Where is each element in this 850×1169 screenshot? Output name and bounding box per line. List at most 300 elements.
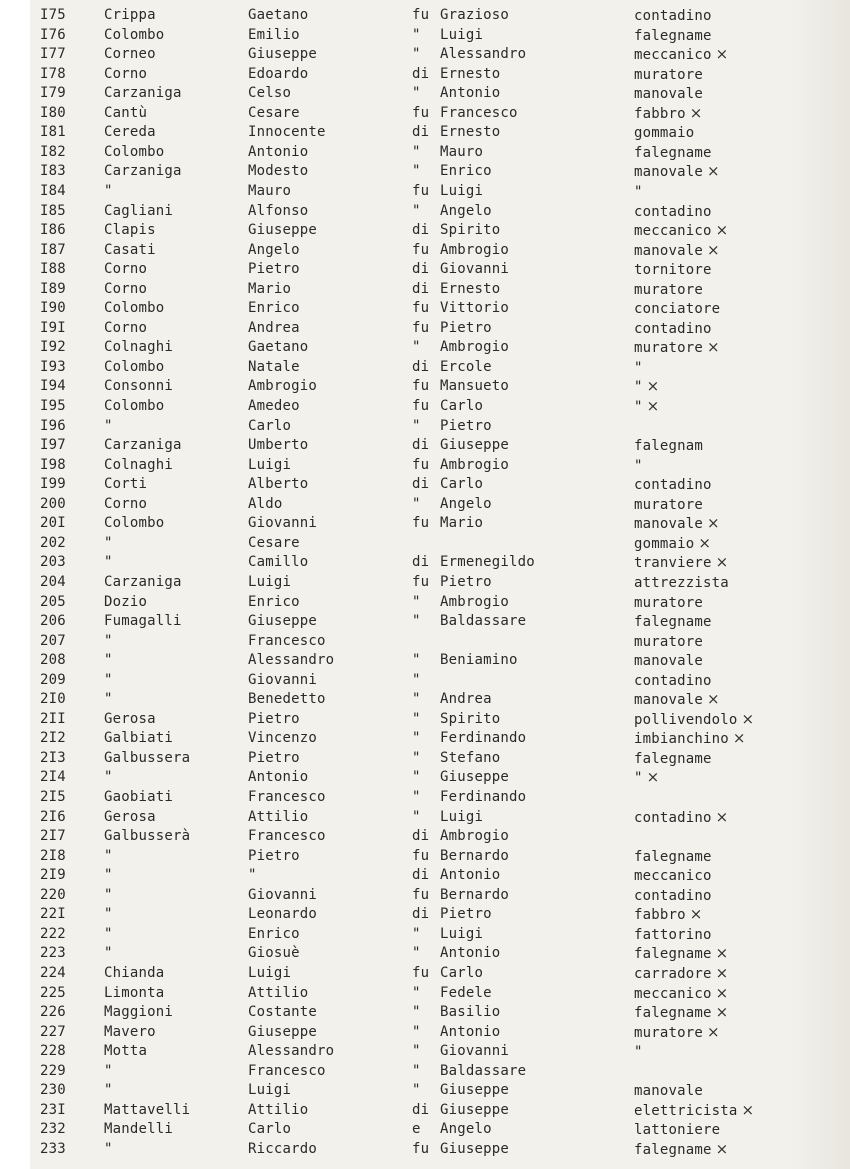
register-row bbox=[0, 1023, 850, 1042]
surname: Corno bbox=[104, 495, 148, 512]
occupation bbox=[634, 1062, 784, 1082]
register-row bbox=[0, 143, 850, 162]
relation: di bbox=[412, 1101, 430, 1118]
row-number: 2I3 bbox=[40, 749, 66, 766]
row-number: 204 bbox=[40, 573, 66, 590]
given-name: Giuseppe bbox=[248, 222, 318, 239]
father-name: Ferdinando bbox=[440, 730, 527, 747]
relation: di bbox=[412, 261, 430, 278]
row-number: 225 bbox=[40, 984, 66, 1001]
register-row bbox=[0, 925, 850, 944]
occupation: falegname × bbox=[634, 944, 729, 963]
check-mark: × bbox=[646, 768, 660, 787]
father-name: Andrea bbox=[440, 691, 492, 708]
surname: Colnaghi bbox=[104, 456, 174, 473]
relation: fu bbox=[412, 573, 430, 590]
given-name: Francesco bbox=[248, 789, 326, 805]
occupation: muratore bbox=[634, 281, 704, 298]
father-name: Pietro bbox=[440, 906, 492, 923]
father-name: Pietro bbox=[440, 573, 492, 590]
given-name: Gaetano bbox=[248, 7, 309, 23]
relation: di bbox=[412, 554, 430, 571]
check-mark: × bbox=[715, 553, 729, 572]
surname: Cereda bbox=[104, 124, 156, 141]
row-number: 203 bbox=[40, 554, 66, 571]
occupation: falegname bbox=[634, 144, 712, 161]
register-row bbox=[0, 1120, 850, 1139]
father-name: Antonio bbox=[440, 85, 501, 102]
register-row bbox=[0, 1062, 850, 1081]
given-name: Giosuè bbox=[248, 945, 300, 962]
father-name: Alessandro bbox=[440, 46, 527, 63]
relation: di bbox=[412, 437, 430, 454]
row-number: I86 bbox=[40, 222, 66, 239]
row-number: 2I9 bbox=[40, 867, 66, 884]
surname: " bbox=[104, 632, 113, 649]
relation: di bbox=[412, 867, 430, 884]
relation: fu bbox=[412, 182, 430, 199]
father-name: Mansueto bbox=[440, 378, 510, 395]
father-name: Ercole bbox=[440, 358, 492, 375]
occupation: " bbox=[634, 359, 643, 376]
occupation: " bbox=[634, 183, 643, 200]
relation: fu bbox=[412, 1140, 430, 1157]
register-row bbox=[0, 495, 850, 514]
row-number: I80 bbox=[40, 104, 66, 121]
register-row bbox=[0, 1081, 850, 1100]
register-row bbox=[0, 768, 850, 787]
register-row bbox=[0, 45, 850, 64]
father-name: Angelo bbox=[440, 1121, 492, 1138]
surname: Carzaniga bbox=[104, 85, 182, 102]
given-name: Carlo bbox=[248, 1121, 292, 1138]
row-number: 232 bbox=[40, 1121, 66, 1138]
register-row bbox=[0, 729, 850, 748]
given-name: Pietro bbox=[248, 847, 300, 864]
surname: Colombo bbox=[104, 515, 165, 532]
row-number: 222 bbox=[40, 925, 66, 942]
given-name: Camillo bbox=[248, 554, 309, 571]
row-number: I9I bbox=[40, 319, 66, 336]
row-number: 228 bbox=[40, 1043, 66, 1060]
relation: " bbox=[412, 652, 421, 669]
occupation: falegname bbox=[634, 27, 712, 44]
relation: " bbox=[412, 495, 421, 512]
row-number: 208 bbox=[40, 652, 66, 669]
row-number: I88 bbox=[40, 261, 66, 278]
relation: di bbox=[412, 65, 430, 82]
occupation bbox=[634, 827, 784, 847]
given-name: Benedetto bbox=[248, 691, 326, 708]
row-number: I99 bbox=[40, 476, 66, 493]
surname: " bbox=[104, 691, 113, 708]
register-row bbox=[0, 1101, 850, 1120]
given-name: Carlo bbox=[248, 417, 292, 434]
given-name: Cesare bbox=[248, 104, 300, 121]
given-name: Natale bbox=[248, 358, 300, 375]
surname: " bbox=[104, 554, 113, 571]
father-name: Angelo bbox=[440, 202, 492, 219]
surname: " bbox=[104, 769, 113, 786]
father-name: Stefano bbox=[440, 749, 501, 766]
father-name: Francesco bbox=[440, 104, 518, 121]
given-name: Giovanni bbox=[248, 515, 318, 532]
register-row bbox=[0, 123, 850, 142]
register-row bbox=[0, 241, 850, 260]
given-name: Celso bbox=[248, 85, 292, 102]
register-row bbox=[0, 593, 850, 612]
surname: " bbox=[104, 1082, 113, 1099]
check-mark: × bbox=[646, 397, 660, 415]
father-name: Mario bbox=[440, 515, 484, 532]
relation: " bbox=[412, 339, 421, 356]
relation: fu bbox=[412, 847, 430, 864]
occupation: fabbro × bbox=[634, 103, 703, 122]
given-name: Alessandro bbox=[248, 1043, 335, 1060]
relation: fu bbox=[412, 398, 430, 414]
occupation: attrezzista bbox=[634, 574, 729, 591]
register-row bbox=[0, 65, 850, 84]
check-mark: × bbox=[698, 533, 712, 552]
register-row bbox=[0, 162, 850, 181]
occupation: falegname bbox=[634, 750, 712, 767]
occupation: lattoniere bbox=[634, 1122, 721, 1139]
father-name: Spirito bbox=[440, 222, 501, 239]
father-name: Giuseppe bbox=[440, 1082, 510, 1099]
register-row bbox=[0, 221, 850, 240]
row-number: I76 bbox=[40, 26, 66, 43]
given-name: Luigi bbox=[248, 964, 292, 981]
father-name: Spirito bbox=[440, 710, 501, 727]
register-row bbox=[0, 299, 850, 318]
check-mark: × bbox=[646, 377, 660, 396]
register-row bbox=[0, 788, 850, 807]
register-row bbox=[0, 84, 850, 103]
surname: Fumagalli bbox=[104, 613, 182, 630]
father-name: Luigi bbox=[440, 26, 484, 43]
row-number: I79 bbox=[40, 85, 66, 102]
father-name: Angelo bbox=[440, 495, 492, 512]
relation: " bbox=[412, 749, 421, 766]
father-name: Enrico bbox=[440, 163, 492, 180]
relation: fu bbox=[412, 319, 430, 336]
occupation: contadino bbox=[634, 477, 712, 494]
occupation: fabbro × bbox=[634, 905, 703, 924]
row-number: 2I7 bbox=[40, 828, 66, 845]
occupation: muratore bbox=[634, 496, 704, 513]
relation: " bbox=[412, 1043, 421, 1060]
occupation: manovale × bbox=[634, 514, 720, 533]
row-number: 220 bbox=[40, 886, 66, 903]
father-name: Ambrogio bbox=[440, 456, 510, 473]
register-row bbox=[0, 280, 850, 299]
check-mark: × bbox=[689, 905, 703, 924]
given-name: Amedeo bbox=[248, 398, 300, 414]
relation: " bbox=[412, 613, 421, 630]
given-name: Luigi bbox=[248, 1082, 292, 1099]
occupation: contadino bbox=[634, 203, 712, 220]
occupation: meccanico × bbox=[634, 221, 729, 240]
occupation: " × bbox=[634, 377, 660, 396]
father-name: Luigi bbox=[440, 925, 484, 942]
father-name: Pietro bbox=[440, 417, 492, 434]
occupation bbox=[634, 417, 784, 437]
father-name: Grazioso bbox=[440, 7, 510, 23]
surname: Colnaghi bbox=[104, 339, 174, 356]
occupation: muratore bbox=[634, 594, 704, 611]
surname: " bbox=[104, 1062, 113, 1079]
row-number: 209 bbox=[40, 671, 66, 688]
row-number: I98 bbox=[40, 456, 66, 473]
register-row bbox=[0, 6, 850, 25]
relation: " bbox=[412, 1082, 421, 1099]
given-name: Giovanni bbox=[248, 671, 318, 688]
surname: " bbox=[104, 1140, 113, 1157]
check-mark: × bbox=[707, 1022, 720, 1041]
occupation: conciatore bbox=[634, 301, 721, 318]
given-name: Pietro bbox=[248, 749, 300, 766]
occupation: elettricista × bbox=[634, 1100, 755, 1119]
occupation: manovale bbox=[634, 653, 704, 670]
row-number: 224 bbox=[40, 964, 66, 981]
row-number: 227 bbox=[40, 1023, 66, 1040]
row-number: 2I0 bbox=[40, 691, 66, 708]
row-number: 233 bbox=[40, 1140, 66, 1157]
relation: " bbox=[412, 1023, 421, 1040]
given-name: Vincenzo bbox=[248, 730, 318, 747]
surname: " bbox=[104, 906, 113, 923]
relation: " bbox=[412, 163, 421, 180]
relation: fu bbox=[412, 456, 430, 473]
occupation: meccanico × bbox=[634, 983, 729, 1002]
given-name: Francesco bbox=[248, 828, 326, 845]
check-mark: × bbox=[715, 221, 729, 240]
surname: Clapis bbox=[104, 222, 156, 239]
register-row bbox=[0, 847, 850, 866]
given-name: Costante bbox=[248, 1004, 318, 1021]
surname: Corno bbox=[104, 261, 148, 278]
relation: " bbox=[412, 808, 421, 825]
row-number: 2I4 bbox=[40, 769, 66, 786]
row-number: I87 bbox=[40, 241, 66, 258]
occupation: " × bbox=[634, 397, 660, 415]
given-name: Innocente bbox=[248, 124, 326, 141]
check-mark: × bbox=[707, 690, 720, 709]
occupation: contadino bbox=[634, 887, 712, 904]
relation: " bbox=[412, 671, 421, 688]
row-number: I82 bbox=[40, 143, 66, 160]
row-number: 229 bbox=[40, 1062, 66, 1079]
relation: " bbox=[412, 26, 421, 43]
register-row bbox=[0, 749, 850, 768]
occupation: tranviere × bbox=[634, 553, 729, 572]
register-row bbox=[0, 377, 850, 396]
relation: e bbox=[412, 1121, 421, 1138]
relation: " bbox=[412, 945, 421, 962]
occupation: manovale × bbox=[634, 240, 720, 259]
given-name: Attilio bbox=[248, 808, 309, 825]
occupation: manovale bbox=[634, 1083, 704, 1100]
given-name: Francesco bbox=[248, 632, 326, 649]
relation: " bbox=[412, 1004, 421, 1021]
row-number: I95 bbox=[40, 398, 66, 414]
given-name: Antonio bbox=[248, 769, 309, 786]
given-name: Alfonso bbox=[248, 202, 309, 219]
row-number: I97 bbox=[40, 437, 66, 454]
occupation: manovale × bbox=[634, 162, 720, 181]
row-number: I83 bbox=[40, 163, 66, 180]
register-row bbox=[0, 26, 850, 45]
row-number: 230 bbox=[40, 1082, 66, 1099]
father-name: Fedele bbox=[440, 984, 492, 1001]
relation: " bbox=[412, 202, 421, 219]
row-number: I93 bbox=[40, 358, 66, 375]
check-mark: × bbox=[741, 1100, 755, 1119]
surname: " bbox=[104, 867, 113, 884]
relation: di bbox=[412, 124, 430, 141]
occupation: falegname bbox=[634, 848, 712, 865]
check-mark: × bbox=[741, 709, 755, 728]
occupation: contadino bbox=[634, 672, 712, 689]
occupation: contadino × bbox=[634, 807, 729, 826]
surname: Mavero bbox=[104, 1023, 156, 1040]
register-row bbox=[0, 612, 850, 631]
given-name: Cesare bbox=[248, 534, 300, 551]
check-mark: × bbox=[715, 45, 729, 64]
father-name: Carlo bbox=[440, 398, 484, 414]
occupation: falegname bbox=[634, 614, 712, 631]
occupation bbox=[634, 788, 784, 808]
surname: Galbusserà bbox=[104, 828, 191, 845]
row-number: 20I bbox=[40, 515, 66, 532]
given-name: Alessandro bbox=[248, 652, 335, 669]
check-mark: × bbox=[715, 983, 729, 1002]
check-mark: × bbox=[707, 514, 720, 533]
surname: Colombo bbox=[104, 300, 165, 317]
father-name: Antonio bbox=[440, 945, 501, 962]
surname: " bbox=[104, 534, 113, 551]
row-number: I96 bbox=[40, 417, 66, 434]
given-name: Giuseppe bbox=[248, 46, 318, 63]
given-name: Francesco bbox=[248, 1062, 326, 1079]
register-row bbox=[0, 573, 850, 592]
given-name: " bbox=[248, 867, 257, 884]
surname: Galbiati bbox=[104, 730, 174, 747]
father-name: Baldassare bbox=[440, 1062, 527, 1079]
given-name: Aldo bbox=[248, 495, 283, 512]
surname: Corti bbox=[104, 476, 148, 493]
given-name: Angelo bbox=[248, 241, 300, 258]
occupation: meccanico bbox=[634, 868, 712, 885]
surname: Cantù bbox=[104, 104, 148, 121]
given-name: Giuseppe bbox=[248, 613, 318, 630]
surname: " bbox=[104, 945, 113, 962]
surname: Cagliani bbox=[104, 202, 174, 219]
register-row bbox=[0, 1140, 850, 1159]
row-number: 2I2 bbox=[40, 730, 66, 747]
row-number: 202 bbox=[40, 534, 66, 551]
relation: " bbox=[412, 593, 421, 610]
register-row bbox=[0, 319, 850, 338]
given-name: Leonardo bbox=[248, 906, 318, 923]
occupation: manovale bbox=[634, 86, 704, 103]
relation: di bbox=[412, 358, 430, 375]
relation: fu bbox=[412, 241, 430, 258]
row-number: 23I bbox=[40, 1101, 66, 1118]
row-number: 2I5 bbox=[40, 789, 66, 805]
given-name: Mario bbox=[248, 280, 292, 297]
surname: Mandelli bbox=[104, 1121, 174, 1138]
surname: Gaobiati bbox=[104, 789, 174, 805]
relation: " bbox=[412, 691, 421, 708]
occupation: " bbox=[634, 457, 643, 474]
register-row bbox=[0, 651, 850, 670]
father-name: Giuseppe bbox=[440, 1101, 510, 1118]
register-row bbox=[0, 710, 850, 729]
row-number: 205 bbox=[40, 593, 66, 610]
surname: " bbox=[104, 925, 113, 942]
register-row bbox=[0, 436, 850, 455]
father-name: Ambrogio bbox=[440, 828, 510, 845]
surname: Casati bbox=[104, 241, 156, 258]
given-name: Gaetano bbox=[248, 339, 309, 356]
given-name: Antonio bbox=[248, 143, 309, 160]
occupation: " × bbox=[634, 768, 660, 787]
occupation: contadino bbox=[634, 8, 712, 24]
register-row bbox=[0, 866, 850, 885]
register-row bbox=[0, 456, 850, 475]
register-row bbox=[0, 984, 850, 1003]
surname: " bbox=[104, 847, 113, 864]
given-name: Edoardo bbox=[248, 65, 309, 82]
register-row bbox=[0, 905, 850, 924]
check-mark: × bbox=[715, 807, 729, 826]
row-number: I77 bbox=[40, 46, 66, 63]
check-mark: × bbox=[732, 729, 746, 748]
relation: " bbox=[412, 730, 421, 747]
check-mark: × bbox=[715, 944, 729, 963]
register-row bbox=[0, 671, 850, 690]
register-row bbox=[0, 338, 850, 357]
occupation: tornitore bbox=[634, 262, 712, 279]
father-name: Luigi bbox=[440, 808, 484, 825]
relation: " bbox=[412, 984, 421, 1001]
register-row bbox=[0, 827, 850, 846]
given-name: Pietro bbox=[248, 261, 300, 278]
check-mark: × bbox=[707, 338, 720, 357]
occupation: muratore bbox=[634, 633, 704, 650]
father-name: Antonio bbox=[440, 1023, 501, 1040]
father-name: Bernardo bbox=[440, 847, 510, 864]
occupation: falegnam bbox=[634, 438, 704, 455]
given-name: Enrico bbox=[248, 593, 300, 610]
row-number: 2II bbox=[40, 710, 66, 727]
register-row bbox=[0, 886, 850, 905]
check-mark: × bbox=[715, 1003, 729, 1022]
father-name: Ambrogio bbox=[440, 593, 510, 610]
surname: Corneo bbox=[104, 46, 156, 63]
occupation: gommaio × bbox=[634, 533, 712, 552]
surname: Colombo bbox=[104, 358, 165, 375]
surname: Carzaniga bbox=[104, 437, 182, 454]
occupation: fattorino bbox=[634, 926, 712, 943]
row-number: I90 bbox=[40, 300, 66, 317]
surname: Colombo bbox=[104, 26, 165, 43]
given-name: Ambrogio bbox=[248, 378, 318, 395]
relation: fu bbox=[412, 104, 430, 121]
surname: " bbox=[104, 417, 113, 434]
surname: " bbox=[104, 886, 113, 903]
